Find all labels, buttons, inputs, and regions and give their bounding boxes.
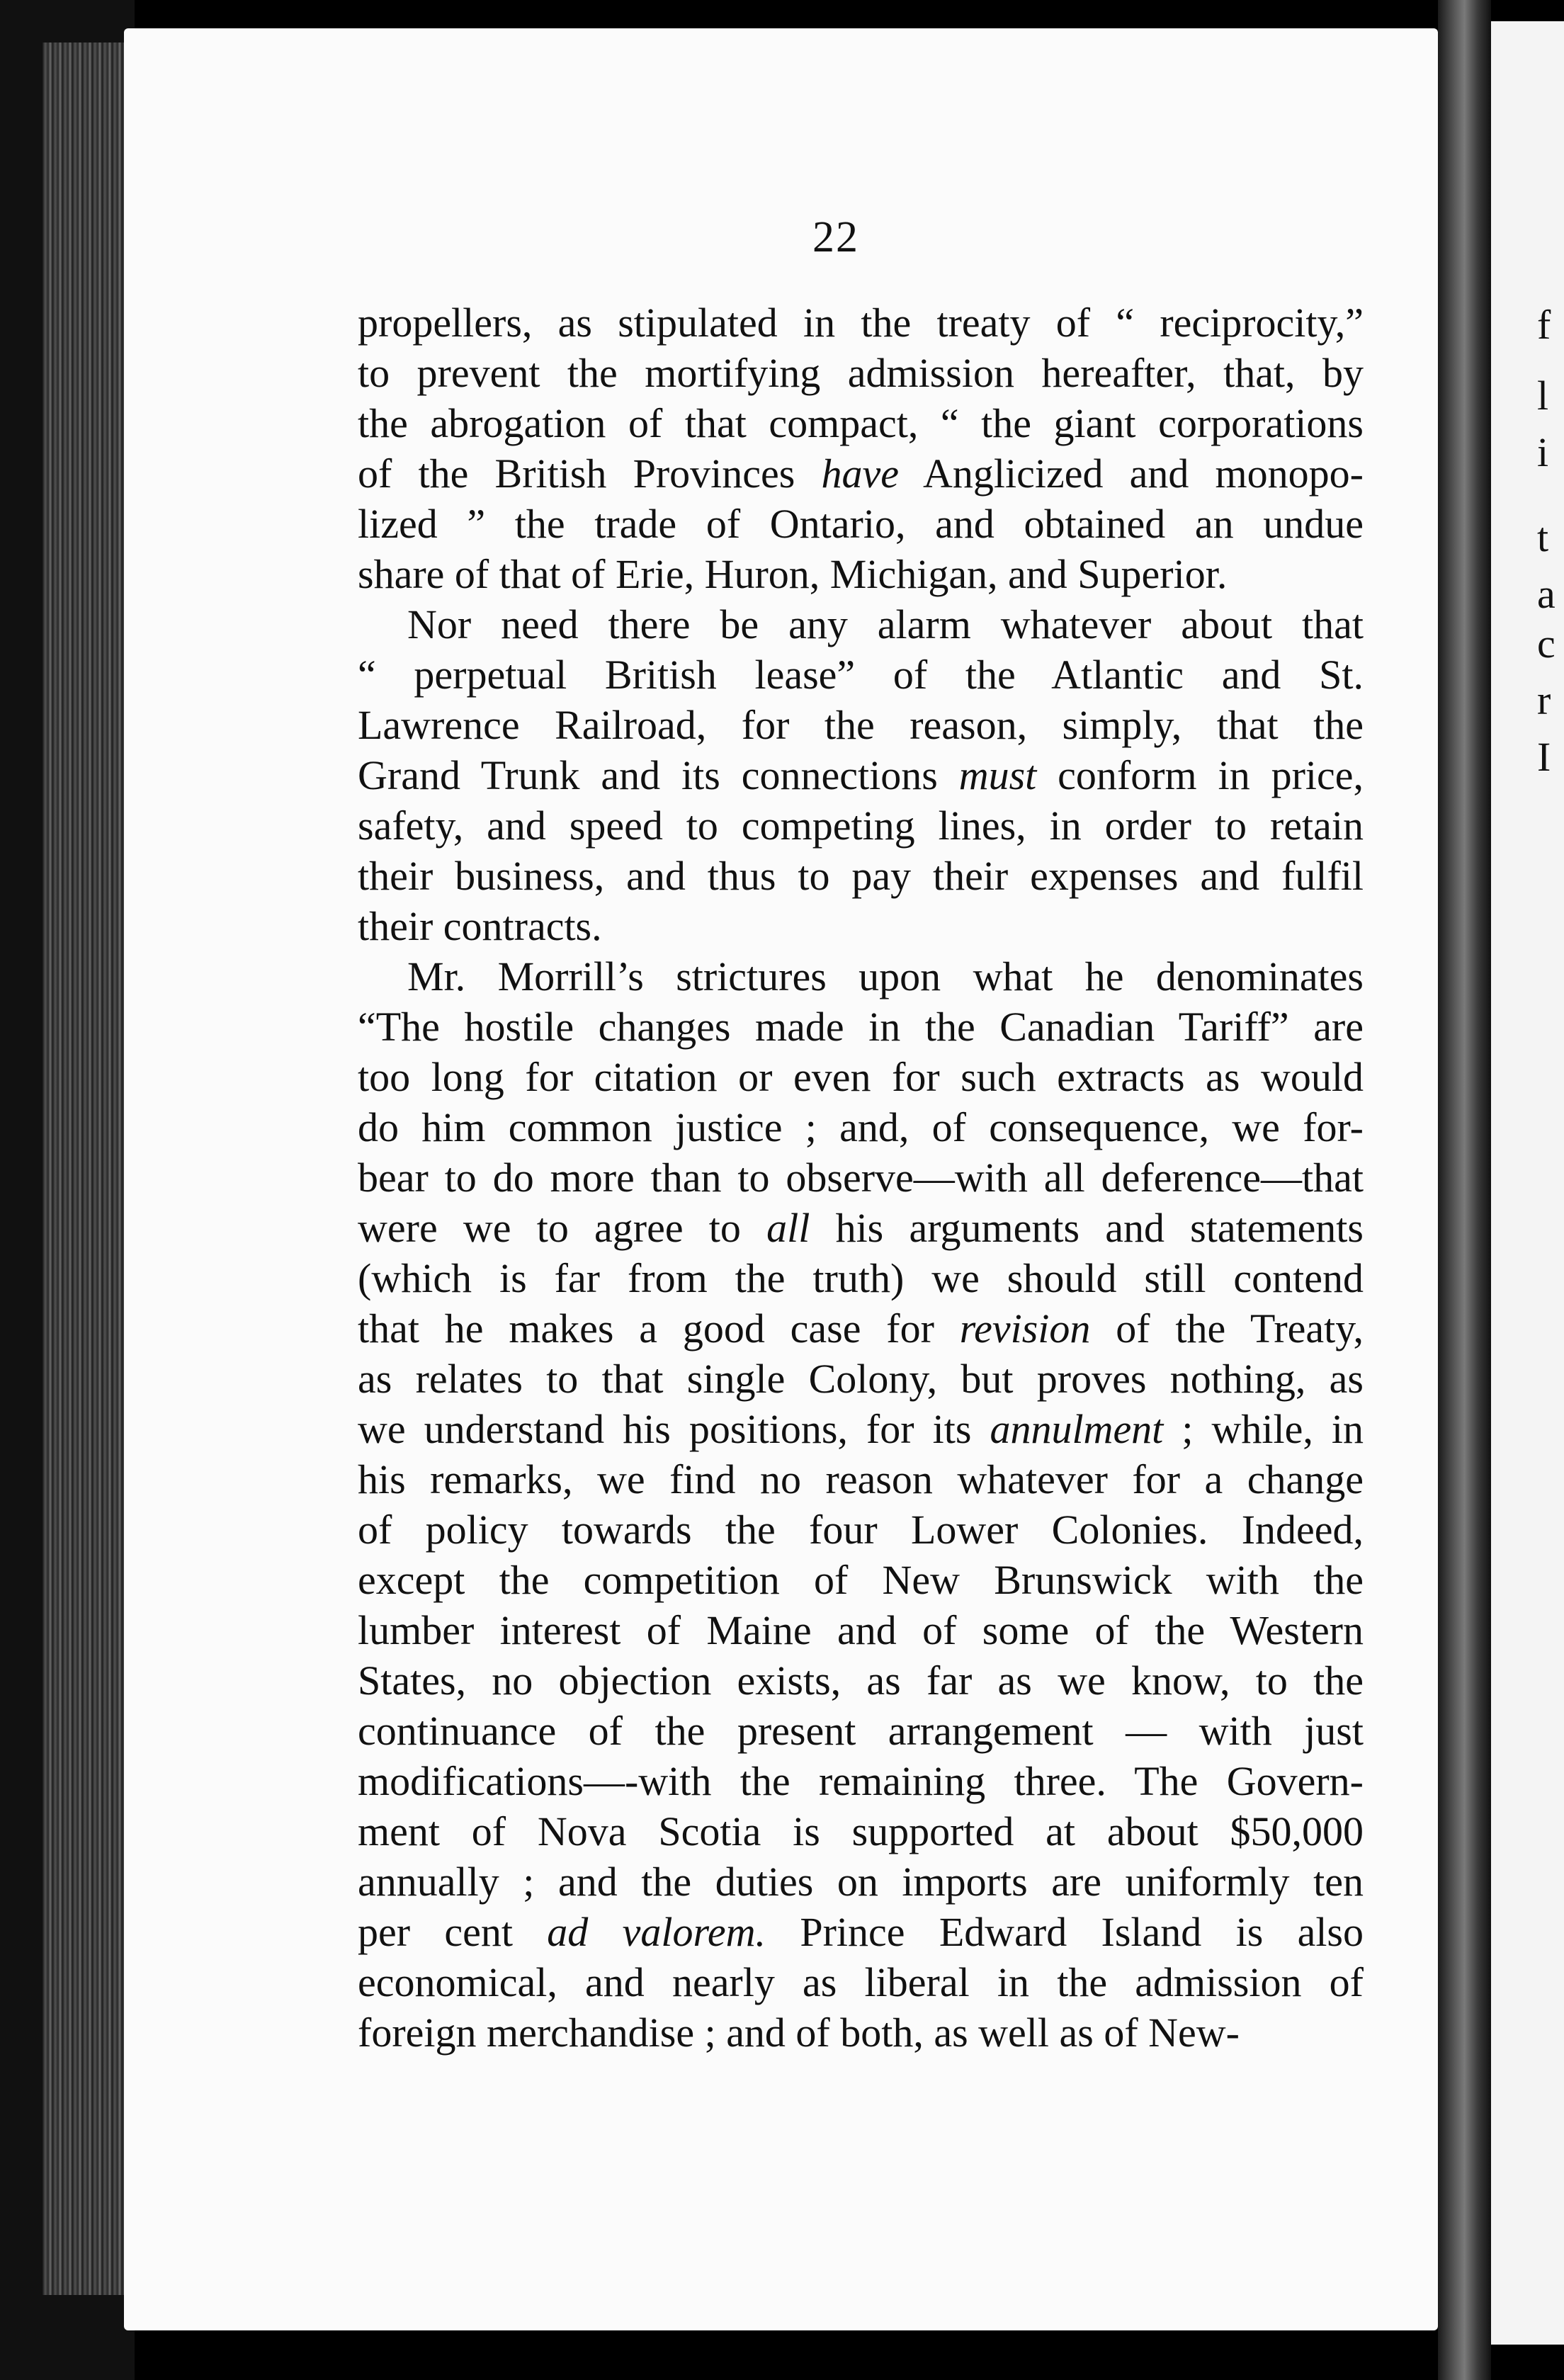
text-line: Grand Trunk and its connections must conform in price, (358, 752, 1364, 798)
adjacent-page-letter: r (1537, 677, 1551, 723)
text-line: their contracts. (358, 903, 602, 949)
page-number: 22 (812, 213, 859, 261)
top-tab (1020, 0, 1105, 28)
text-line: bear to do more than to observe—with all deference—that (358, 1155, 1364, 1201)
text-line: safety, and speed to competing lines, in order to retain (358, 803, 1364, 849)
text-line: that he makes a good case for revision of the Treaty, (358, 1305, 1364, 1352)
text-line: Lawrence Railroad, for the reason, simply, that the (358, 702, 1364, 748)
text-line: (which is far from the truth) we should still contend (358, 1255, 1364, 1301)
text-line: foreign merchandise ; and of both, as well as of New- (358, 2010, 1240, 2056)
body-text (358, 298, 1364, 2058)
text-line: ment of Nova Scotia is supported at about $50,000 (358, 1808, 1364, 1854)
paragraph (358, 951, 1364, 2058)
text-line: except the competition of New Brunswick with the (358, 1557, 1364, 1603)
text-line: “ perpetual British lease” of the Atlantic and St. (358, 652, 1364, 698)
text-line: the abrogation of that compact, “ the giant corporations (358, 400, 1364, 446)
text-line: lized ” the trade of Ontario, and obtained an undue (358, 501, 1364, 547)
text-line: we understand his positions, for its annulment ; while, in (358, 1406, 1364, 1452)
text-line: as relates to that single Colony, but proves nothing, as (358, 1356, 1364, 1402)
adjacent-page-letter: t (1537, 514, 1549, 560)
adjacent-page-letter: a (1537, 571, 1556, 617)
page-edges (42, 42, 135, 2295)
text-line: Mr. Morrill’s strictures upon what he denominates (407, 953, 1364, 999)
adjacent-page-letter: l (1537, 373, 1549, 419)
text-line: too long for citation or even for such extracts as would (358, 1054, 1364, 1100)
adjacent-page (1491, 21, 1564, 2345)
adjacent-page-letter: I (1537, 734, 1551, 780)
text-line: of policy towards the four Lower Colonies. Indeed, (358, 1507, 1364, 1553)
text-line: share of that of Erie, Huron, Michigan, and Superior. (358, 551, 1228, 597)
adjacent-page-letter: f (1537, 302, 1551, 348)
text-line: his remarks, we find no reason whatever for a change (358, 1456, 1364, 1502)
text-line: of the British Provinces have Anglicized and monopo- (358, 450, 1364, 497)
text-line: “The hostile changes made in the Canadian Tariff” are (358, 1004, 1364, 1050)
text-line: economical, and nearly as liberal in the admission of (358, 1959, 1364, 2005)
text-line: Nor need there be any alarm whatever about that (407, 601, 1364, 647)
text-line: per cent ad valorem. Prince Edward Island is also (358, 1909, 1364, 1955)
text-line: annually ; and the duties on imports are uniformly ten (358, 1859, 1364, 1905)
text-line: do him common justice ; and, of consequence, we for- (358, 1104, 1364, 1150)
adjacent-page-letter: c (1537, 620, 1556, 667)
text-line: continuance of the present arrangement — with just (358, 1708, 1364, 1754)
text-line: were we to agree to all his arguments and statements (358, 1205, 1364, 1251)
adjacent-page-letter: i (1537, 429, 1549, 475)
text-line: modifications—-with the remaining three. The Govern- (358, 1758, 1364, 1804)
text-line: States, no objection exists, as far as we know, to the (358, 1658, 1364, 1704)
paragraph (358, 599, 1364, 951)
paragraph (358, 298, 1364, 599)
text-line: their business, and thus to pay their expenses and fulfil (358, 853, 1364, 899)
book-spine (1438, 0, 1491, 2380)
text-line: lumber interest of Maine and of some of the Western (358, 1607, 1364, 1653)
text-line: to prevent the mortifying admission hereafter, that, by (358, 350, 1364, 396)
text-line: propellers, as stipulated in the treaty of “ reciprocity,” (358, 300, 1364, 346)
